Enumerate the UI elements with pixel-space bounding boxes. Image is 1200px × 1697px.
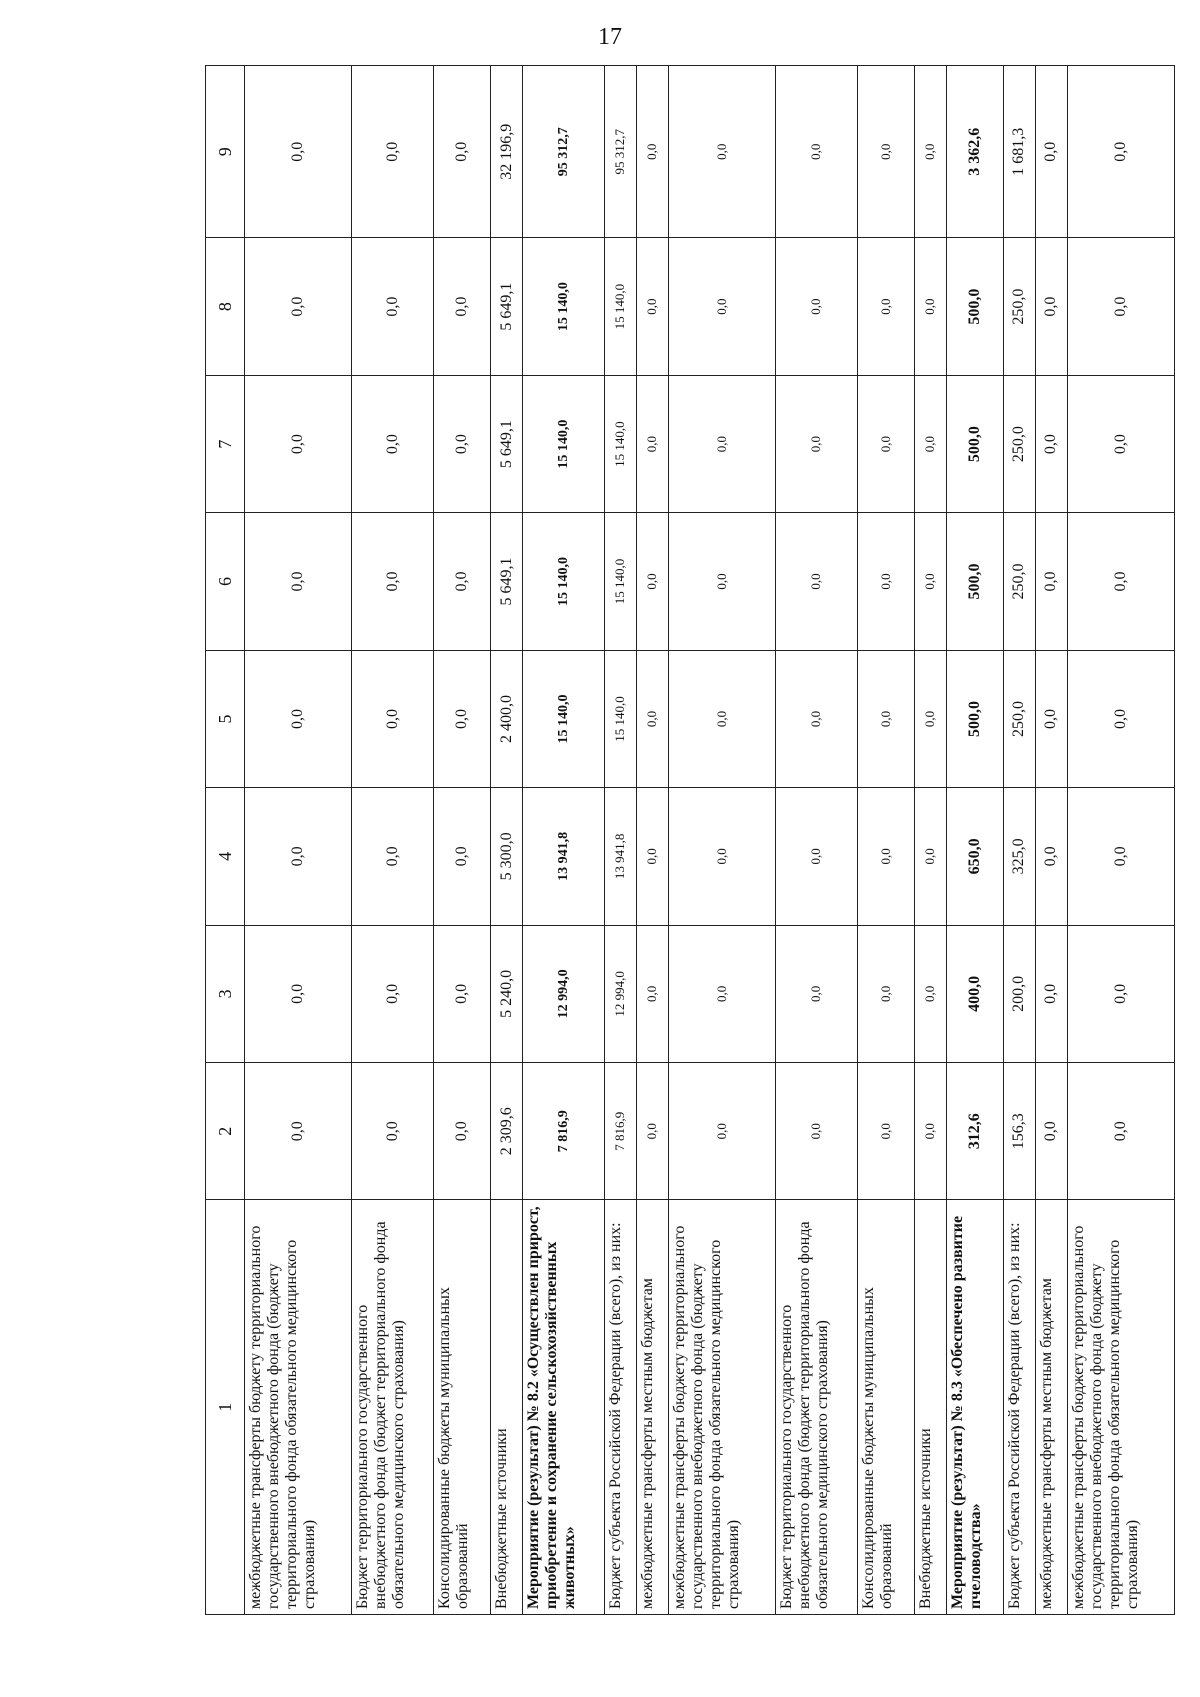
value-cell: 2 400,0 — [490, 650, 522, 787]
value-cell: 0,0 — [1035, 650, 1067, 787]
table-body — [245, 66, 1175, 1615]
header-row — [206, 66, 245, 1615]
column-header-1: 1 — [206, 1200, 245, 1615]
value-cell: 0,0 — [668, 375, 775, 512]
value-cell: 200,0 — [1003, 925, 1035, 1062]
value-cell: 7 816,9 — [522, 1063, 604, 1200]
rotated-table-container — [205, 65, 1175, 1615]
value-cell: 0,0 — [434, 66, 491, 238]
value-cell: 0,0 — [775, 513, 857, 650]
table-row — [604, 66, 636, 1615]
value-cell: 500,0 — [946, 375, 1003, 512]
value-cell: 156,3 — [1003, 1063, 1035, 1200]
value-cell: 0,0 — [775, 925, 857, 1062]
value-cell: 15 140,0 — [604, 650, 636, 787]
value-cell: 0,0 — [668, 788, 775, 925]
row-label: межбюджетные трансферты бюджету территориального государственного внебюджетного фонда (бюджету территориального фонда обязательного медицинского страхования) — [1067, 1200, 1174, 1615]
table-row — [914, 66, 946, 1615]
value-cell: 0,0 — [245, 1063, 352, 1200]
value-cell: 15 140,0 — [604, 375, 636, 512]
value-cell: 5 300,0 — [490, 788, 522, 925]
table-row — [522, 66, 604, 1615]
value-cell: 0,0 — [352, 66, 434, 238]
column-header-5: 5 — [206, 650, 245, 787]
row-label: Мероприятие (результат) № 8.2 «Осуществлен прирост, приобретение и сохранение сельскохозяйственных животных» — [522, 1200, 604, 1615]
table-row — [245, 66, 352, 1615]
value-cell: 0,0 — [914, 238, 946, 375]
value-cell: 1 681,3 — [1003, 66, 1035, 238]
value-cell: 0,0 — [775, 788, 857, 925]
value-cell: 0,0 — [914, 925, 946, 1062]
value-cell: 0,0 — [1067, 788, 1174, 925]
value-cell: 0,0 — [636, 375, 668, 512]
row-label: межбюджетные трансферты бюджету территориального государственного внебюджетного фонда (бюджету территориального фонда обязательного медицинского страхования) — [668, 1200, 775, 1615]
row-label: межбюджетные трансферты местным бюджетам — [1035, 1200, 1067, 1615]
table-row — [857, 66, 914, 1615]
value-cell: 0,0 — [914, 513, 946, 650]
value-cell: 0,0 — [857, 375, 914, 512]
value-cell: 95 312,7 — [604, 66, 636, 238]
row-label: Мероприятие (результат) № 8.3 «Обеспечено развитие пчеловодства» — [946, 1200, 1003, 1615]
page-number: 17 — [598, 24, 622, 50]
table-row — [1067, 66, 1174, 1615]
value-cell: 0,0 — [857, 1063, 914, 1200]
value-cell: 3 362,6 — [946, 66, 1003, 238]
value-cell: 0,0 — [668, 513, 775, 650]
value-cell: 0,0 — [636, 925, 668, 1062]
value-cell: 13 941,8 — [522, 788, 604, 925]
value-cell: 0,0 — [668, 238, 775, 375]
row-label: межбюджетные трансферты бюджету территориального государственного внебюджетного фонда (бюджету территориального фонда обязательного медицинского страхования) — [245, 1200, 352, 1615]
value-cell: 15 140,0 — [522, 238, 604, 375]
value-cell: 0,0 — [245, 513, 352, 650]
value-cell: 5 649,1 — [490, 375, 522, 512]
value-cell: 0,0 — [668, 925, 775, 1062]
value-cell: 0,0 — [1067, 375, 1174, 512]
row-label: Бюджет субъекта Российской Федерации (всего), из них: — [1003, 1200, 1035, 1615]
row-label: Бюджет субъекта Российской Федерации (всего), из них: — [604, 1200, 636, 1615]
value-cell: 0,0 — [245, 375, 352, 512]
value-cell: 0,0 — [245, 788, 352, 925]
table-row — [636, 66, 668, 1615]
value-cell: 0,0 — [1035, 375, 1067, 512]
row-label: Внебюджетные источники — [914, 1200, 946, 1615]
value-cell: 0,0 — [668, 1063, 775, 1200]
value-cell: 0,0 — [245, 925, 352, 1062]
value-cell: 0,0 — [857, 788, 914, 925]
value-cell: 0,0 — [1035, 66, 1067, 238]
value-cell: 15 140,0 — [522, 513, 604, 650]
value-cell: 0,0 — [636, 788, 668, 925]
table-row — [668, 66, 775, 1615]
value-cell: 12 994,0 — [522, 925, 604, 1062]
value-cell: 32 196,9 — [490, 66, 522, 238]
value-cell: 0,0 — [1067, 238, 1174, 375]
value-cell: 0,0 — [636, 650, 668, 787]
value-cell: 0,0 — [434, 238, 491, 375]
value-cell: 0,0 — [857, 650, 914, 787]
row-label: Консолидированные бюджеты муниципальных образований — [434, 1200, 491, 1615]
value-cell: 5 649,1 — [490, 238, 522, 375]
value-cell: 15 140,0 — [604, 238, 636, 375]
value-cell: 0,0 — [352, 238, 434, 375]
value-cell: 500,0 — [946, 513, 1003, 650]
value-cell: 0,0 — [434, 650, 491, 787]
value-cell: 0,0 — [245, 66, 352, 238]
value-cell: 13 941,8 — [604, 788, 636, 925]
value-cell: 0,0 — [1035, 238, 1067, 375]
value-cell: 15 140,0 — [522, 375, 604, 512]
table-row — [1035, 66, 1067, 1615]
value-cell: 250,0 — [1003, 650, 1035, 787]
value-cell: 0,0 — [857, 238, 914, 375]
value-cell: 0,0 — [775, 66, 857, 238]
value-cell: 0,0 — [1067, 650, 1174, 787]
value-cell: 0,0 — [636, 1063, 668, 1200]
column-header-3: 3 — [206, 925, 245, 1062]
value-cell: 0,0 — [434, 925, 491, 1062]
value-cell: 5 649,1 — [490, 513, 522, 650]
value-cell: 0,0 — [434, 513, 491, 650]
table-row — [490, 66, 522, 1615]
value-cell: 0,0 — [245, 650, 352, 787]
value-cell: 2 309,6 — [490, 1063, 522, 1200]
value-cell: 0,0 — [914, 375, 946, 512]
row-label: Бюджет территориального государственного внебюджетного фонда (бюджет территориального фонда обязательного медицинского страхования) — [352, 1200, 434, 1615]
value-cell: 7 816,9 — [604, 1063, 636, 1200]
value-cell: 0,0 — [636, 513, 668, 650]
value-cell: 0,0 — [1067, 513, 1174, 650]
value-cell: 0,0 — [352, 513, 434, 650]
row-label: межбюджетные трансферты местным бюджетам — [636, 1200, 668, 1615]
value-cell: 0,0 — [1035, 788, 1067, 925]
column-header-9: 9 — [206, 66, 245, 238]
table-row — [1003, 66, 1035, 1615]
value-cell: 0,0 — [775, 375, 857, 512]
table-row — [434, 66, 491, 1615]
column-header-2: 2 — [206, 1063, 245, 1200]
value-cell: 250,0 — [1003, 513, 1035, 650]
value-cell: 0,0 — [914, 1063, 946, 1200]
value-cell: 0,0 — [857, 925, 914, 1062]
column-header-8: 8 — [206, 238, 245, 375]
value-cell: 0,0 — [636, 238, 668, 375]
value-cell: 95 312,7 — [522, 66, 604, 238]
value-cell: 0,0 — [668, 650, 775, 787]
value-cell: 0,0 — [352, 1063, 434, 1200]
table-row — [352, 66, 434, 1615]
value-cell: 0,0 — [245, 238, 352, 375]
value-cell: 0,0 — [434, 1063, 491, 1200]
value-cell: 0,0 — [857, 513, 914, 650]
value-cell: 0,0 — [352, 788, 434, 925]
value-cell: 0,0 — [636, 66, 668, 238]
value-cell: 0,0 — [352, 650, 434, 787]
row-label: Бюджет территориального государственного внебюджетного фонда (бюджет территориального фонда обязательного медицинского страхования) — [775, 1200, 857, 1615]
value-cell: 0,0 — [914, 650, 946, 787]
column-header-4: 4 — [206, 788, 245, 925]
value-cell: 0,0 — [434, 788, 491, 925]
value-cell: 0,0 — [434, 375, 491, 512]
value-cell: 400,0 — [946, 925, 1003, 1062]
value-cell: 15 140,0 — [522, 650, 604, 787]
value-cell: 500,0 — [946, 650, 1003, 787]
row-label: Консолидированные бюджеты муниципальных образований — [857, 1200, 914, 1615]
value-cell: 0,0 — [1035, 1063, 1067, 1200]
value-cell: 0,0 — [914, 788, 946, 925]
value-cell: 0,0 — [775, 238, 857, 375]
value-cell: 0,0 — [857, 66, 914, 238]
value-cell: 12 994,0 — [604, 925, 636, 1062]
budget-table — [205, 65, 1175, 1615]
value-cell: 0,0 — [1035, 925, 1067, 1062]
value-cell: 0,0 — [668, 66, 775, 238]
table-row — [775, 66, 857, 1615]
value-cell: 0,0 — [352, 925, 434, 1062]
value-cell: 0,0 — [1067, 66, 1174, 238]
value-cell: 325,0 — [1003, 788, 1035, 925]
column-header-7: 7 — [206, 375, 245, 512]
value-cell: 250,0 — [1003, 375, 1035, 512]
value-cell: 0,0 — [775, 650, 857, 787]
column-header-6: 6 — [206, 513, 245, 650]
value-cell: 0,0 — [352, 375, 434, 512]
value-cell: 650,0 — [946, 788, 1003, 925]
table-row — [946, 66, 1003, 1615]
value-cell: 0,0 — [1067, 925, 1174, 1062]
row-label: Внебюджетные источники — [490, 1200, 522, 1615]
value-cell: 0,0 — [1067, 1063, 1174, 1200]
value-cell: 312,6 — [946, 1063, 1003, 1200]
value-cell: 0,0 — [1035, 513, 1067, 650]
value-cell: 250,0 — [1003, 238, 1035, 375]
value-cell: 15 140,0 — [604, 513, 636, 650]
value-cell: 500,0 — [946, 238, 1003, 375]
value-cell: 0,0 — [914, 66, 946, 238]
value-cell: 0,0 — [775, 1063, 857, 1200]
value-cell: 5 240,0 — [490, 925, 522, 1062]
